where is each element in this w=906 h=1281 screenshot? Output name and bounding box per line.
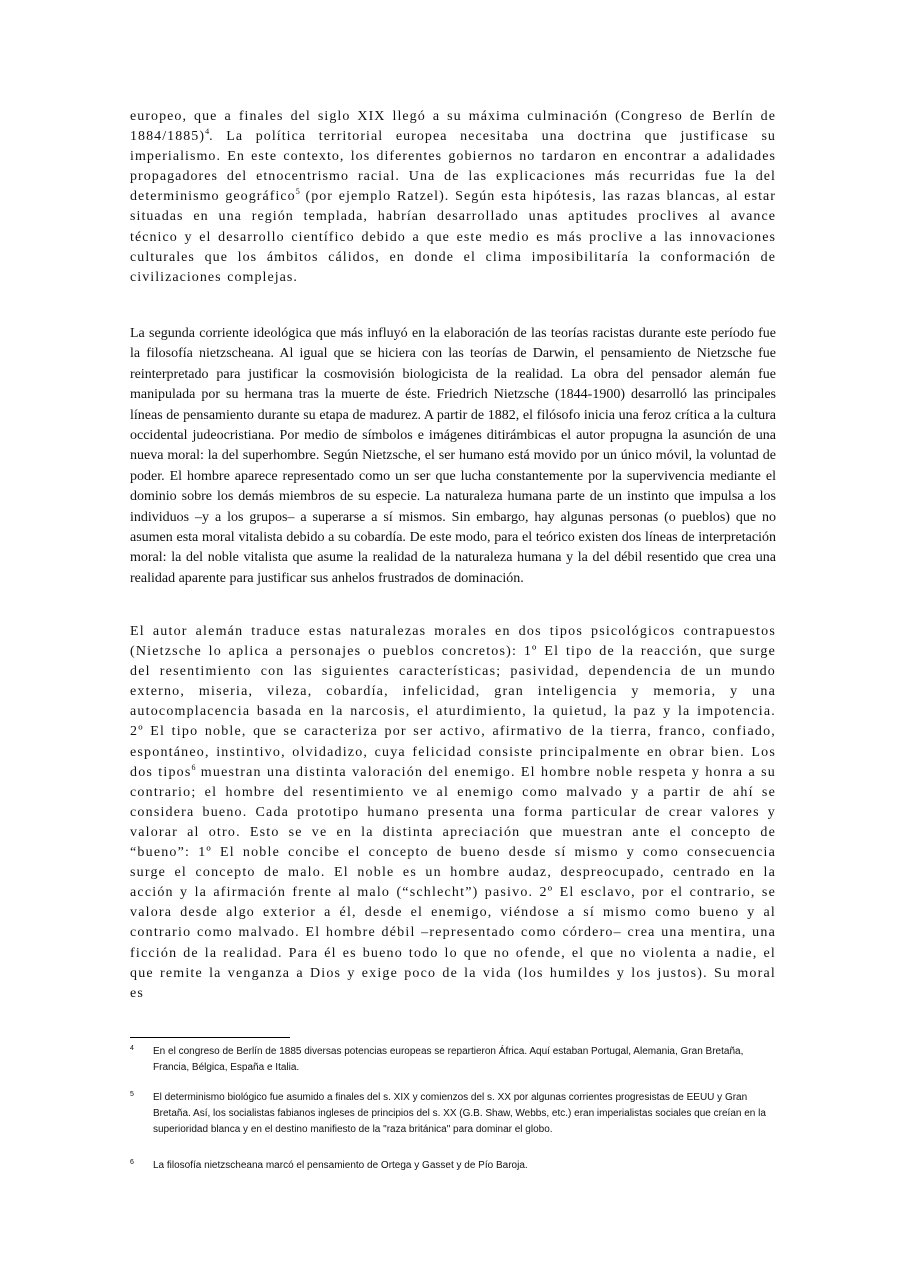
footnote-ref-4[interactable]: 4 xyxy=(205,127,210,137)
footnote-5 xyxy=(130,1090,776,1138)
footnote-5-text: El determinismo biológico fue asumido a finales del s. XIX y comienzos del s. XX por algunas corrientes progresistas de EEUU y Gran Bretaña. Así, los socialistas fabianos ingleses de principios del s. XX (G.B. Shaw, Webbs, etc.) eran imperialistas sociales que creían en la superioridad blanca y en el destino manifiesto de la "raza británica" para dominar el globo. xyxy=(153,1092,766,1135)
paragraph-1-text-a: europeo, que a finales del siglo XIX llegó a su máxima culminación (Congreso de Berlín de 1884/1885) xyxy=(130,109,776,145)
footnote-4 xyxy=(130,1044,776,1076)
footnote-6 xyxy=(130,1158,776,1174)
paragraph-2: La segunda corriente ideológica que más influyó en la elaboración de las teorías racistas durante este período fue la filosofía nietzscheana. Al igual que se hiciera con las teorías de Darwin, el pensamiento de Nietzsche fue reinterpretado para justificar la cosmovisión biologicista de la realidad. La obra del pensador alemán fue manipulada por su hermana tras la muerte de éste. Friedrich Nietzsche (1844-1900) desarrolló las principales líneas de pensamiento durante su etapa de madurez. A partir de 1882, el filósofo inicia una feroz crítica a la cultura occidental judeocristiana. Por medio de símbolos e imágenes ditirámbicas el autor propugna la asunción de una nueva moral: la del superhombre. Según Nietzsche, el ser humano está movido por un único móvil, la voluntad de poder. El hombre aparece representado como un ser que lucha constantemente por la supervivencia mediante el dominio sobre los demás miembros de su especie. La naturaleza humana parte de un instinto que impulsa a los individuos –y a los grupos– a superarse a sí mismos. Sin embargo, hay algunas personas (o pueblos) que no asumen esta moral vitalista debido a su cobardía. De este modo, para el teórico existen dos líneas de interpretación moral: la del noble vitalista que asume la realidad de la naturaleza humana y la del débil resentido que crea una realidad aparente para justificar sus anhelos frustrados de dominación. xyxy=(130,326,776,586)
footnote-4-text: En el congreso de Berlín de 1885 diversas potencias europeas se repartieron África. Aquí estaban Portugal, Alemania, Gran Bretaña, Francia, Bélgica, España e Italia. xyxy=(153,1046,744,1073)
footnote-6-number: 6 xyxy=(130,1159,134,1166)
paragraph-1 xyxy=(130,107,776,288)
paragraph-1-text-c: (por ejemplo Ratzel). Según esta hipótesis, las razas blancas, al estar situadas en una región templada, habrían desarrollado unas aptitudes proclives al avance técnico y el desarrollo científico debido a que este medio es más proclive a las innovaciones culturales que los ámbitos cálidos, en donde el clima imposibilitaría la conformación de civilizaciones complejas. xyxy=(130,189,776,285)
paragraph-3-text-b: muestran una distinta valoración del enemigo. El hombre noble respeta y honra a su contrario; el hombre del resentimiento ve al enemigo como malvado y a partir de ahí se considera bueno. Cada prototipo humano presenta una forma particular de crear valores y valorar al otro. Esto se ve en la distinta apreciación que muestran ante el concepto de “bueno”: 1º El noble concibe el concepto de bueno desde sí mismo y como consecuencia surge el concepto de malo. El noble es un hombre audaz, despreocupado, centrado en la acción y la afirmación frente al malo (“schlecht”) pasivo. 2º El esclavo, por el contrario, se valora desde algo exterior a él, desde el enemigo, viéndose a sí mismo como bueno y al contrario como malvado. El hombre débil –representado como córdero– crea una mentira, una ficción de la realidad. Para él es bueno todo lo que no ofende, el que no violenta a nadie, el que remite la venganza a Dios y exige poco de la vida (los humildes y los justos). Su moral es xyxy=(130,764,776,1001)
footnote-5-number: 5 xyxy=(130,1091,134,1098)
footnote-4-number: 4 xyxy=(130,1045,134,1052)
footnote-separator xyxy=(130,1037,290,1038)
paragraph-1-text-b: . La política territorial europea necesitaba una doctrina que justificase su imperialismo. En este contexto, los diferentes gobiernos no tardaron en encontrar a adalidades propagadores del etnocentrismo racial. Una de las explicaciones más recurridas fue la del determinismo geográfico xyxy=(130,129,776,205)
paragraph-3-text-a: El autor alemán traduce estas naturalezas morales en dos tipos psicológicos contrapuestos (Nietzsche lo aplica a personajes o pueblos concretos): 1º El tipo de la reacción, que surge del resentimiento con las siguientes características; pasividad, dependencia de un mundo externo, miseria, vileza, cobardía, infelicidad, gran inteligencia y memoria, y una autocomplacencia basada en la narcosis, el aturdimiento, la quietud, la paz y la impotencia. 2º El tipo noble, que se caracteriza por ser activo, afirmativo de la tierra, franco, confiado, espontáneo, instintivo, olvidadizo, cuya felicidad consiste principalmente en obrar bien. Los dos tipos xyxy=(130,624,776,780)
footnote-ref-6[interactable]: 6 xyxy=(191,762,196,772)
paragraph-3 xyxy=(130,622,776,1004)
footnote-ref-5[interactable]: 5 xyxy=(295,187,300,197)
footnote-6-text: La filosofía nietzscheana marcó el pensamiento de Ortega y Gasset y de Pío Baroja. xyxy=(153,1160,528,1171)
